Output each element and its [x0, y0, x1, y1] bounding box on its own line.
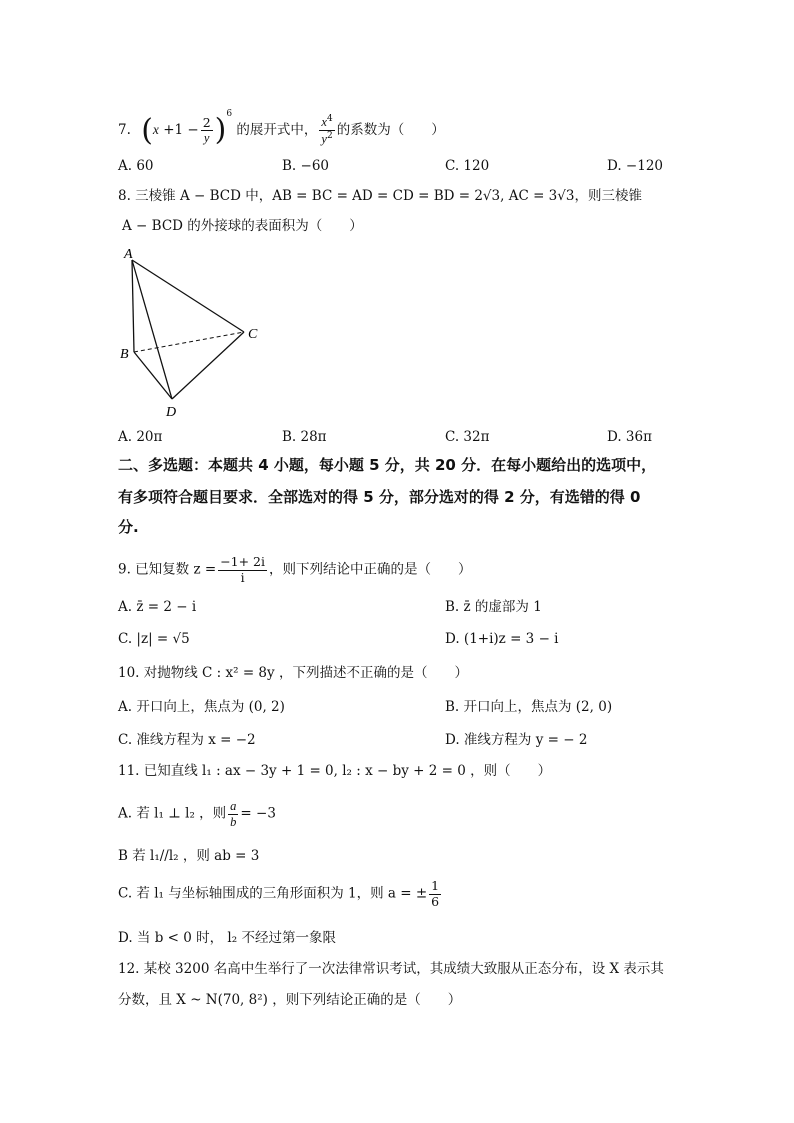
term-fraction: $\frac{x^4}{y^2}$ [321, 114, 333, 147]
q7-option-b: B. −60 [282, 158, 329, 174]
q10-option-a: A. 开口向上，焦点为 (0, 2) [118, 699, 285, 715]
question-number: 7. [118, 122, 131, 138]
question-9 [118, 556, 472, 584]
edge-cd [172, 332, 244, 399]
fraction: $\frac{1}{6}$ [431, 878, 440, 909]
q10-option-d: D. 准线方程为 y = − 2 [445, 732, 588, 748]
question-12-line-1: 12. 某校 3200 名高中生举行了一次法律常识考试，其成绩大致服从正态分布，设 X 表示其 [118, 961, 664, 977]
vertex-a-label: A [124, 247, 133, 262]
q8-option-c: C. 32π [445, 429, 490, 445]
q7-option-a: A. 60 [118, 158, 154, 174]
edge-bd [134, 352, 172, 399]
fraction: $\frac{a}{b}$ [230, 799, 237, 829]
question-11: 11. 已知直线 l₁ : ax − 3y + 1 = 0, l₂ : x − by + 2 = 0 ，则（ ） [118, 763, 552, 779]
edge-bc-hidden [134, 332, 244, 352]
q11-option-c: C. 若 l₁ 与坐标轴围成的三角形面积为 1，则 a = ± $\frac{1}{6}$ [118, 878, 440, 909]
stem-tail: 的系数为（ ） [336, 122, 445, 138]
section-heading-line-1: 二、多选题：本题共 4 小题，每小题 5 分，共 20 分．在每小题给出的选项中， [118, 456, 657, 474]
stem-prefix: 9. 已知复数 z = [118, 561, 217, 578]
right-paren: ) [214, 112, 227, 148]
q8-option-a: A. 20π [118, 429, 163, 445]
q7-option-c: C. 120 [445, 158, 490, 174]
edge-ab [132, 260, 134, 352]
edge-ad [132, 260, 172, 399]
stem-suffix: ，则下列结论中正确的是（ ） [269, 561, 472, 578]
vertex-d-label: D [166, 405, 177, 420]
q9-option-a: A. z̄ = 2 − i [118, 599, 197, 615]
q8-option-d: D. 36π [607, 429, 652, 445]
section-heading-line-3: 分. [118, 518, 139, 536]
question-7: 7. (x +1 − $\frac{2}{y}$ )$^6$ 的展开式中， $\frac{x^4}{y^2}$ 的系数为（ ） [118, 109, 445, 148]
question-12-line-2: 分数，且 X ~ N(70, 8²) ，则下列结论正确的是（ ） [118, 992, 462, 1008]
q10-option-c: C. 准线方程为 x = −2 [118, 732, 256, 748]
edge-ac [132, 260, 244, 332]
fraction: $\frac{2}{y}$ [202, 114, 211, 145]
q8-option-b: B. 28π [282, 429, 327, 445]
q11-option-a: A. 若 l₁ ⊥ l₂ ，则 $\frac{a}{b}$ = −3 [118, 799, 276, 829]
q9-option-d: D. (1+i)z = 3 − i [445, 631, 559, 647]
fraction: $\frac{-1+ 2i}{i}$ [220, 554, 266, 585]
question-10: 10. 对抛物线 C : x² = 8y ，下列描述不正确的是（ ） [118, 665, 468, 681]
question-8-line-1: 8. 三棱锥 A − BCD 中，AB = BC = AD = CD = BD = 2√3, AC = 3√3，则三棱锥 [118, 188, 642, 204]
stem-middle: 的展开式中， [236, 122, 318, 138]
q7-option-d: D. −120 [607, 158, 664, 174]
left-paren: ( [141, 112, 153, 148]
vertex-c-label: C [248, 327, 258, 342]
tetrahedron-figure [112, 244, 282, 424]
q9-option-c: C. |z| = √5 [118, 631, 190, 647]
question-8-line-2: A − BCD 的外接球的表面积为（ ） [122, 218, 363, 234]
vertex-b-label: B [120, 347, 129, 362]
q9-option-b: B. z̄ 的虚部为 1 [445, 599, 542, 615]
q10-option-b: B. 开口向上，焦点为 (2, 0) [445, 699, 613, 715]
exponent: 6 [226, 109, 233, 119]
section-heading-line-2: 有多项符合题目要求．全部选对的得 5 分，部分选对的得 2 分，有选错的得 0 [118, 488, 641, 506]
q11-option-d: D. 当 b < 0 时， l₂ 不经过第一象限 [118, 930, 336, 946]
q11-option-b: B 若 l₁//l₂ ，则 ab = 3 [118, 848, 260, 864]
